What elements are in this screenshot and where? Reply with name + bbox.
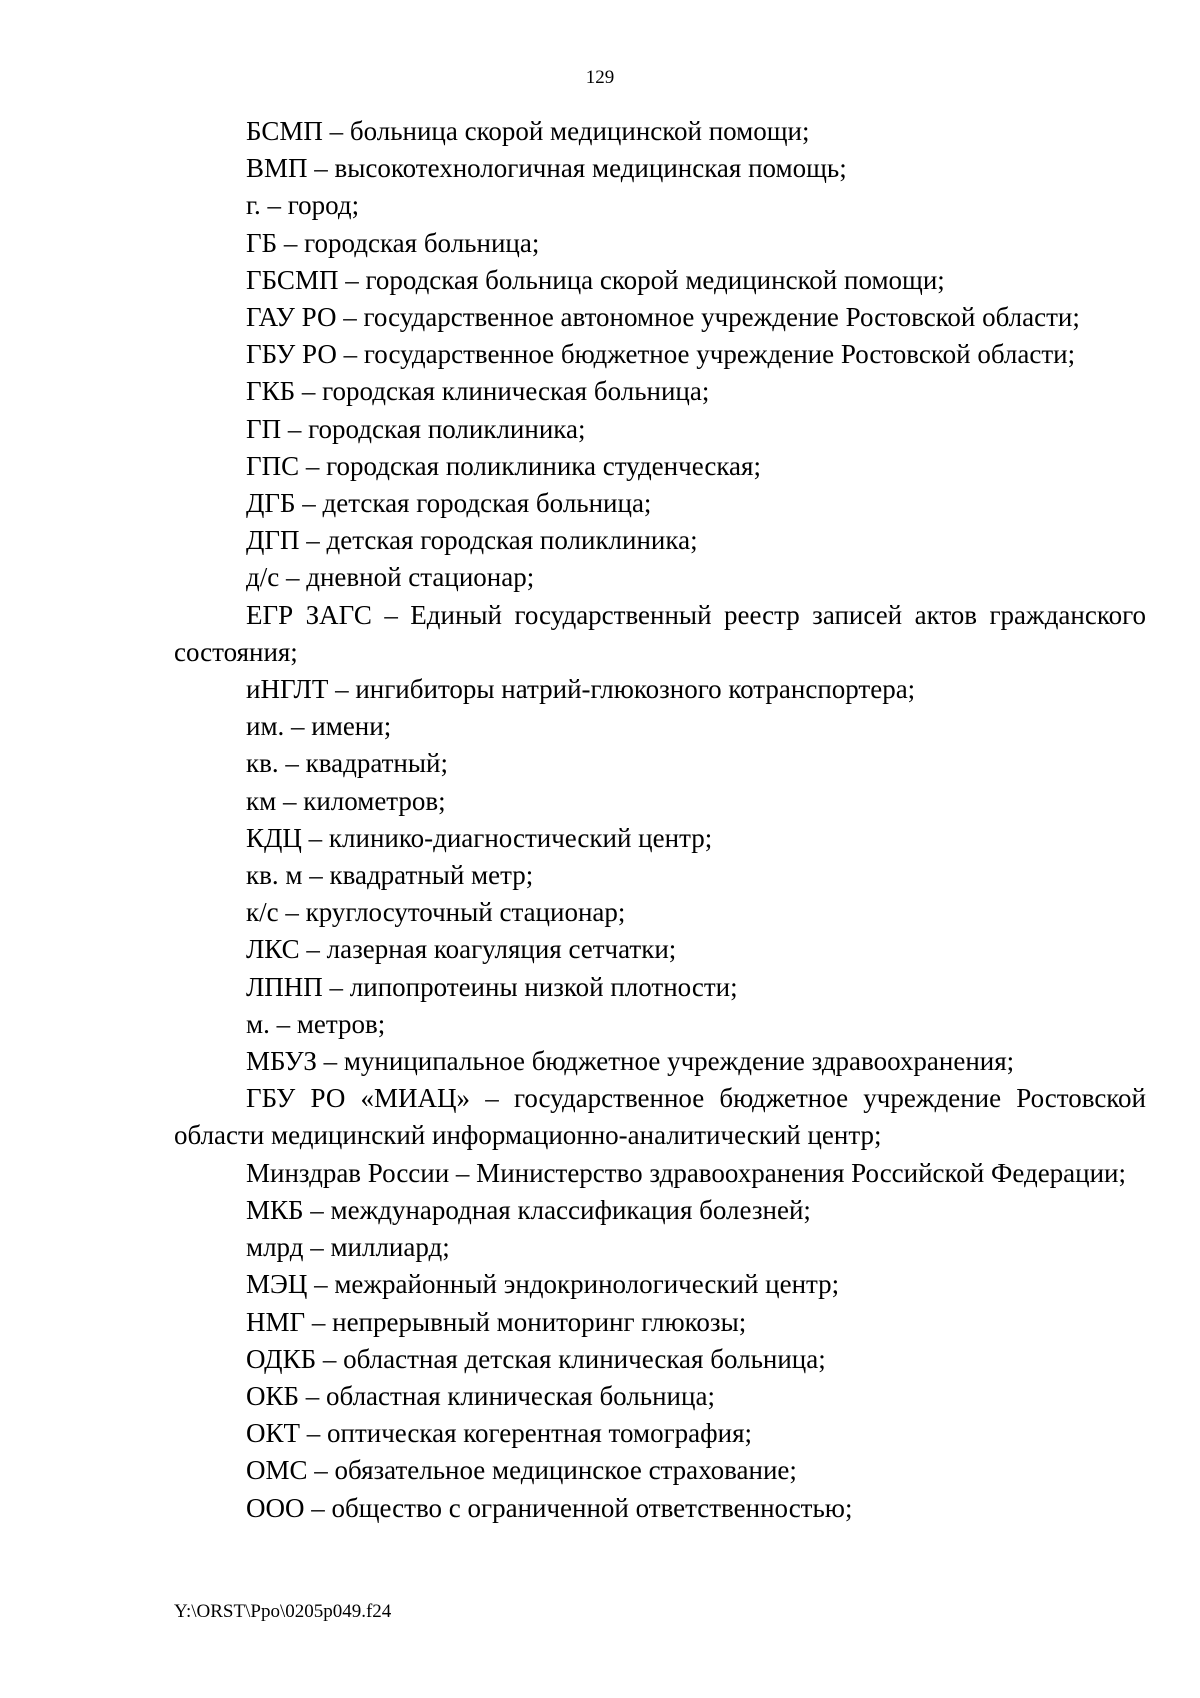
list-item: м. – метров; — [246, 1008, 386, 1039]
list-item: МКБ – международная классификация болезней; — [246, 1194, 811, 1225]
list-item: ЛКС – лазерная коагуляция сетчатки; — [246, 934, 677, 965]
list-item: БСМП – больница скорой медицинской помощи; — [246, 116, 810, 146]
list-item: иНГЛТ – ингибиторы натрий-глюкозного котранспортера; — [246, 674, 916, 705]
list-item: ГБУ РО – государственное бюджетное учреждение Ростовской области; — [246, 339, 1076, 370]
list-item: ВМП – высокотехнологичная медицинская помощь; — [246, 153, 847, 184]
list-item: ГПС – городская поликлиника студенческая; — [246, 450, 761, 481]
list-item: ГП – городская поликлиника; — [246, 413, 586, 444]
list-item: к/с – круглосуточный стационар; — [246, 897, 626, 928]
list-item: Минздрав России – Министерство здравоохранения Российской Федерации; — [246, 1157, 1127, 1188]
list-item: ОКТ – оптическая когерентная томография; — [246, 1418, 752, 1449]
list-item: ЛПНП – липопротеины низкой плотности; — [246, 971, 738, 1002]
list-item: ОДКБ – областная детская клиническая больница; — [246, 1343, 826, 1374]
list-item: км – километров; — [246, 785, 446, 816]
file-path-footer: Y:\ORST\Ppo\0205p049.f24 — [174, 1601, 392, 1622]
list-item: МБУЗ – муниципальное бюджетное учреждение здравоохранения; — [246, 1046, 1015, 1077]
list-item: НМГ – непрерывный мониторинг глюкозы; — [246, 1306, 747, 1337]
list-item: ГКБ – городская клиническая больница; — [246, 376, 710, 407]
list-item: млрд – миллиард; — [246, 1232, 450, 1263]
abbreviations-list — [174, 113, 1146, 1527]
list-item: ООО – общество с ограниченной ответственностью; — [246, 1492, 853, 1523]
list-item: ГБУ РО «МИАЦ» – государственное бюджетное учреждение Ростовской области медицинский информационно-аналитический центр; — [174, 1083, 1146, 1151]
list-item: кв. м – квадратный метр; — [246, 860, 534, 891]
list-item: ГАУ РО – государственное автономное учреждение Ростовской области; — [246, 302, 1080, 333]
list-item: ДГБ – детская городская больница; — [246, 488, 652, 519]
list-item: ГБ – городская больница; — [246, 227, 540, 258]
list-item: МЭЦ – межрайонный эндокринологический центр; — [246, 1269, 840, 1300]
list-item: г. – город; — [246, 190, 360, 221]
list-item: д/с – дневной стационар; — [246, 562, 535, 593]
list-item: ГБСМП – городская больница скорой медицинской помощи; — [246, 264, 945, 295]
list-item: им. – имени; — [246, 711, 392, 742]
list-item: кв. – квадратный; — [246, 748, 448, 779]
list-item: ОКБ – областная клиническая больница; — [246, 1380, 715, 1411]
page-number: 129 — [585, 67, 615, 88]
list-item: ОМС – обязательное медицинское страхование; — [246, 1455, 797, 1486]
list-item: ЕГР ЗАГС – Единый государственный реестр записей актов гражданского состояния; — [174, 599, 1146, 667]
list-item: ДГП – детская городская поликлиника; — [246, 525, 698, 556]
list-item: КДЦ – клинико-диагностический центр; — [246, 822, 713, 853]
